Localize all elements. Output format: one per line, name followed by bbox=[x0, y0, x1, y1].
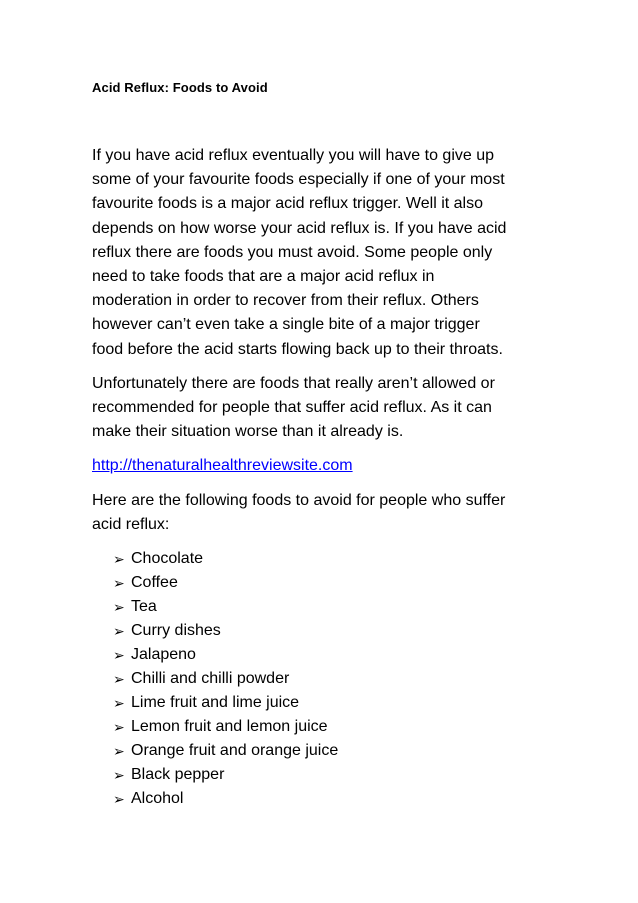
list-item bbox=[113, 787, 552, 811]
arrow-bullet-icon: ➢ bbox=[113, 551, 125, 568]
arrow-bullet-icon: ➢ bbox=[113, 623, 125, 640]
list-item-label: Orange fruit and orange juice bbox=[131, 741, 339, 759]
text-line: Unfortunately there are foods that really aren’t allowed or bbox=[92, 374, 495, 392]
list-item bbox=[113, 571, 552, 595]
list-item-label: Jalapeno bbox=[131, 645, 196, 663]
list-item-label: Black pepper bbox=[131, 765, 225, 783]
text-line: moderation in order to recover from their reflux. Others bbox=[92, 292, 479, 310]
list-item-label: Chocolate bbox=[131, 549, 204, 567]
paragraph-list-intro bbox=[92, 489, 552, 537]
list-item bbox=[113, 715, 552, 739]
document-title: Acid Reflux: Foods to Avoid bbox=[92, 80, 268, 95]
list-item-label: Curry dishes bbox=[131, 621, 221, 639]
list-item bbox=[113, 739, 552, 763]
arrow-bullet-icon: ➢ bbox=[113, 719, 125, 736]
list-item bbox=[113, 547, 552, 571]
arrow-bullet-icon: ➢ bbox=[113, 575, 125, 592]
text-line: reflux there are foods you must avoid. Some people only bbox=[92, 243, 493, 261]
text-line: food before the acid starts flowing back up to their throats. bbox=[92, 340, 503, 358]
text-line: some of your favourite foods especially if one of your most bbox=[92, 171, 505, 189]
text-line: acid reflux: bbox=[92, 515, 170, 533]
list-item-label: Lime fruit and lime juice bbox=[131, 693, 300, 711]
arrow-bullet-icon: ➢ bbox=[113, 695, 125, 712]
text-line: Here are the following foods to avoid for people who suffer bbox=[92, 491, 506, 509]
text-line: make their situation worse than it already is. bbox=[92, 423, 404, 441]
paragraph-intro bbox=[92, 144, 552, 362]
arrow-bullet-icon: ➢ bbox=[113, 599, 125, 616]
list-item-label: Chilli and chilli powder bbox=[131, 669, 290, 687]
text-line: however can’t even take a single bite of a major trigger bbox=[92, 316, 480, 334]
list-item-label: Lemon fruit and lemon juice bbox=[131, 717, 328, 735]
list-item bbox=[113, 595, 552, 619]
text-line: depends on how worse your acid reflux is. If you have acid bbox=[92, 219, 507, 237]
paragraph-unfortunately bbox=[92, 372, 552, 445]
list-item-label: Alcohol bbox=[131, 789, 184, 807]
list-item bbox=[113, 691, 552, 715]
list-item-label: Tea bbox=[131, 597, 157, 615]
list-item bbox=[113, 619, 552, 643]
list-item bbox=[113, 643, 552, 667]
text-line: need to take foods that are a major acid reflux in bbox=[92, 268, 435, 286]
list-item bbox=[113, 763, 552, 787]
text-line: recommended for people that suffer acid reflux. As it can bbox=[92, 399, 492, 417]
arrow-bullet-icon: ➢ bbox=[113, 743, 125, 760]
website-link[interactable]: http://thenaturalhealthreviewsite.com bbox=[92, 457, 353, 475]
arrow-bullet-icon: ➢ bbox=[113, 767, 125, 784]
document-body bbox=[92, 144, 552, 811]
arrow-bullet-icon: ➢ bbox=[113, 671, 125, 688]
foods-list bbox=[92, 547, 552, 811]
arrow-bullet-icon: ➢ bbox=[113, 647, 125, 664]
list-item bbox=[113, 667, 552, 691]
arrow-bullet-icon: ➢ bbox=[113, 791, 125, 808]
text-line: If you have acid reflux eventually you will have to give up bbox=[92, 147, 495, 164]
text-line: favourite foods is a major acid reflux trigger. Well it also bbox=[92, 195, 483, 213]
list-item-label: Coffee bbox=[131, 573, 178, 591]
